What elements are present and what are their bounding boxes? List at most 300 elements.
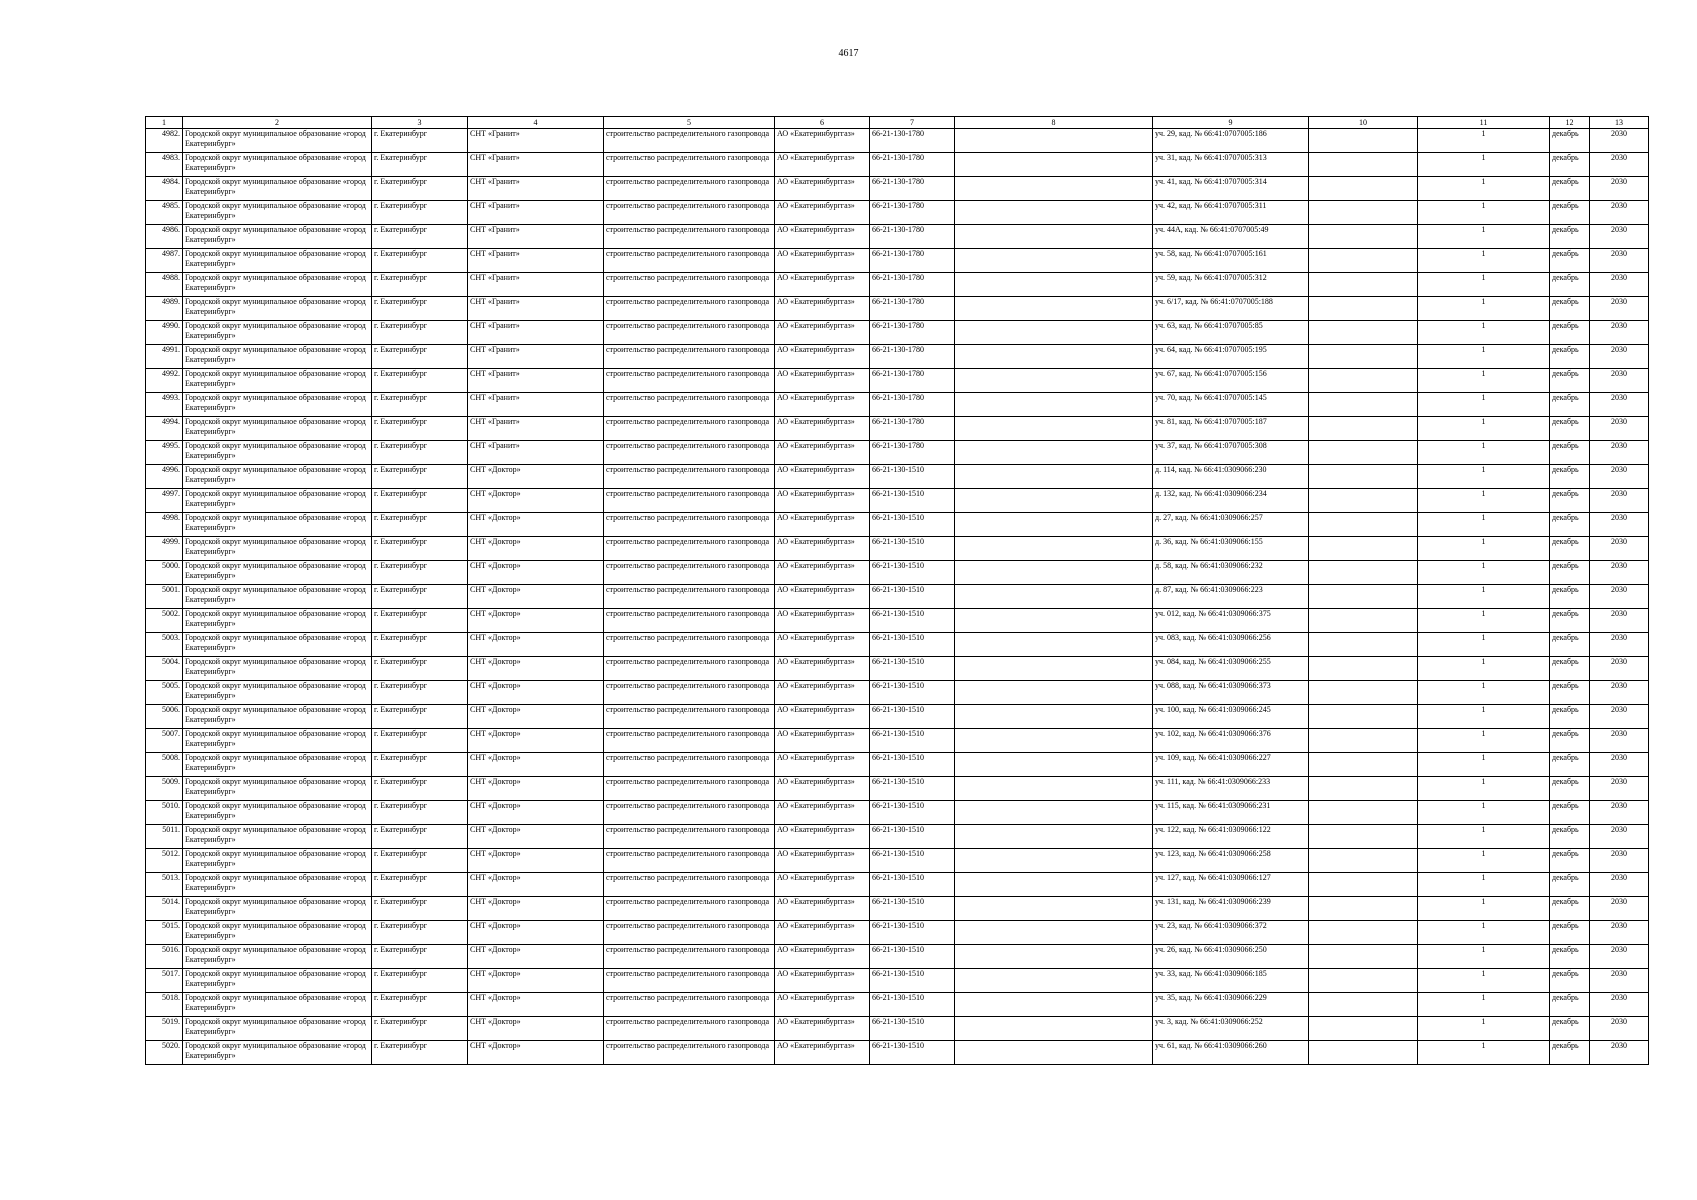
permit-cell: 66-21-130-1510 [870,681,955,705]
year-cell: 2030 [1590,393,1649,417]
work-type-cell: строительство распределительного газопровода [604,513,775,537]
row-number-cell: 5013. [146,873,183,897]
year-cell: 2030 [1590,513,1649,537]
year-cell: 2030 [1590,633,1649,657]
work-type-cell: строительство распределительного газопровода [604,441,775,465]
municipality-cell: Городской округ муниципальное образование «город Екатеринбург» [183,345,372,369]
operator-cell: АО «Екатеринбурггаз» [775,297,870,321]
table-row [146,777,1649,801]
operator-cell: АО «Екатеринбурггаз» [775,873,870,897]
empty-cell [1309,393,1418,417]
empty-cell [955,177,1153,201]
permit-cell: 66-21-130-1780 [870,225,955,249]
empty-cell [955,321,1153,345]
empty-cell [955,705,1153,729]
settlement-cell: г. Екатеринбург [372,225,468,249]
settlement-cell: г. Екатеринбург [372,465,468,489]
quantity-cell: 1 [1418,513,1550,537]
year-cell: 2030 [1590,201,1649,225]
operator-cell: АО «Екатеринбурггаз» [775,441,870,465]
operator-cell: АО «Екатеринбурггаз» [775,345,870,369]
plot-cell: уч. 109, кад. № 66:41:0309066:227 [1153,753,1309,777]
snt-cell: СНТ «Гранит» [468,417,604,441]
settlement-cell: г. Екатеринбург [372,513,468,537]
settlement-cell: г. Екатеринбург [372,345,468,369]
work-type-cell: строительство распределительного газопровода [604,873,775,897]
month-cell: декабрь [1550,873,1590,897]
empty-cell [955,681,1153,705]
table-row [146,1041,1649,1065]
operator-cell: АО «Екатеринбурггаз» [775,465,870,489]
municipality-cell: Городской округ муниципальное образование «город Екатеринбург» [183,489,372,513]
month-cell: декабрь [1550,537,1590,561]
empty-cell [955,609,1153,633]
year-cell: 2030 [1590,969,1649,993]
work-type-cell: строительство распределительного газопровода [604,489,775,513]
municipality-cell: Городской округ муниципальное образование «город Екатеринбург» [183,465,372,489]
plot-cell: уч. 088, кад. № 66:41:0309066:373 [1153,681,1309,705]
settlement-cell: г. Екатеринбург [372,1041,468,1065]
operator-cell: АО «Екатеринбурггаз» [775,249,870,273]
quantity-cell: 1 [1418,801,1550,825]
permit-cell: 66-21-130-1780 [870,201,955,225]
table-row [146,801,1649,825]
snt-cell: СНТ «Доктор» [468,969,604,993]
table-row [146,705,1649,729]
operator-cell: АО «Екатеринбурггаз» [775,129,870,153]
permit-cell: 66-21-130-1510 [870,561,955,585]
empty-cell [955,945,1153,969]
year-cell: 2030 [1590,321,1649,345]
work-type-cell: строительство распределительного газопровода [604,945,775,969]
plot-cell: уч. 127, кад. № 66:41:0309066:127 [1153,873,1309,897]
permit-cell: 66-21-130-1510 [870,513,955,537]
table-row [146,609,1649,633]
plot-cell: уч. 6/17, кад. № 66:41:0707005:188 [1153,297,1309,321]
plot-cell: уч. 26, кад. № 66:41:0309066:250 [1153,945,1309,969]
empty-cell [1309,441,1418,465]
snt-cell: СНТ «Доктор» [468,921,604,945]
operator-cell: АО «Екатеринбурггаз» [775,489,870,513]
permit-cell: 66-21-130-1510 [870,1041,955,1065]
operator-cell: АО «Екатеринбурггаз» [775,897,870,921]
work-type-cell: строительство распределительного газопровода [604,1041,775,1065]
empty-cell [955,897,1153,921]
permit-cell: 66-21-130-1510 [870,537,955,561]
quantity-cell: 1 [1418,489,1550,513]
operator-cell: АО «Екатеринбурггаз» [775,681,870,705]
plot-cell: уч. 083, кад. № 66:41:0309066:256 [1153,633,1309,657]
permit-cell: 66-21-130-1780 [870,153,955,177]
year-cell: 2030 [1590,849,1649,873]
year-cell: 2030 [1590,705,1649,729]
plot-cell: д. 58, кад. № 66:41:0309066:232 [1153,561,1309,585]
page-number: 4617 [838,48,859,59]
snt-cell: СНТ «Доктор» [468,705,604,729]
row-number-cell: 4994. [146,417,183,441]
permit-cell: 66-21-130-1780 [870,273,955,297]
empty-cell [955,849,1153,873]
snt-cell: СНТ «Гранит» [468,321,604,345]
settlement-cell: г. Екатеринбург [372,585,468,609]
month-cell: декабрь [1550,585,1590,609]
snt-cell: СНТ «Доктор» [468,657,604,681]
settlement-cell: г. Екатеринбург [372,897,468,921]
quantity-cell: 1 [1418,465,1550,489]
permit-cell: 66-21-130-1510 [870,705,955,729]
settlement-cell: г. Екатеринбург [372,921,468,945]
table-row [146,177,1649,201]
settlement-cell: г. Екатеринбург [372,657,468,681]
work-type-cell: строительство распределительного газопровода [604,705,775,729]
settlement-cell: г. Екатеринбург [372,201,468,225]
settlement-cell: г. Екатеринбург [372,129,468,153]
row-number-cell: 5019. [146,1017,183,1041]
settlement-cell: г. Екатеринбург [372,321,468,345]
snt-cell: СНТ «Доктор» [468,777,604,801]
quantity-cell: 1 [1418,849,1550,873]
column-header: 4 [468,117,604,129]
month-cell: декабрь [1550,465,1590,489]
table-row [146,297,1649,321]
operator-cell: АО «Екатеринбурггаз» [775,921,870,945]
row-number-cell: 5020. [146,1041,183,1065]
operator-cell: АО «Екатеринбурггаз» [775,777,870,801]
month-cell: декабрь [1550,681,1590,705]
work-type-cell: строительство распределительного газопровода [604,249,775,273]
plot-cell: уч. 81, кад. № 66:41:0707005:187 [1153,417,1309,441]
settlement-cell: г. Екатеринбург [372,969,468,993]
column-header: 9 [1153,117,1309,129]
plot-cell: уч. 61, кад. № 66:41:0309066:260 [1153,1041,1309,1065]
empty-cell [955,753,1153,777]
permit-cell: 66-21-130-1780 [870,417,955,441]
permit-cell: 66-21-130-1510 [870,657,955,681]
month-cell: декабрь [1550,489,1590,513]
month-cell: декабрь [1550,993,1590,1017]
row-number-cell: 4998. [146,513,183,537]
empty-cell [955,369,1153,393]
municipality-cell: Городской округ муниципальное образование «город Екатеринбург» [183,825,372,849]
permit-cell: 66-21-130-1510 [870,921,955,945]
plot-cell: уч. 64, кад. № 66:41:0707005:195 [1153,345,1309,369]
permit-cell: 66-21-130-1510 [870,825,955,849]
settlement-cell: г. Екатеринбург [372,993,468,1017]
settlement-cell: г. Екатеринбург [372,633,468,657]
table-row [146,897,1649,921]
quantity-cell: 1 [1418,225,1550,249]
work-type-cell: строительство распределительного газопровода [604,753,775,777]
month-cell: декабрь [1550,129,1590,153]
row-number-cell: 4993. [146,393,183,417]
work-type-cell: строительство распределительного газопровода [604,729,775,753]
month-cell: декабрь [1550,201,1590,225]
snt-cell: СНТ «Доктор» [468,993,604,1017]
table-row [146,321,1649,345]
municipality-cell: Городской округ муниципальное образование «город Екатеринбург» [183,177,372,201]
year-cell: 2030 [1590,441,1649,465]
snt-cell: СНТ «Доктор» [468,753,604,777]
month-cell: декабрь [1550,921,1590,945]
work-type-cell: строительство распределительного газопровода [604,225,775,249]
year-cell: 2030 [1590,297,1649,321]
table-row [146,921,1649,945]
month-cell: декабрь [1550,345,1590,369]
operator-cell: АО «Екатеринбурггаз» [775,561,870,585]
empty-cell [1309,753,1418,777]
plot-cell: д. 132, кад. № 66:41:0309066:234 [1153,489,1309,513]
column-header: 8 [955,117,1153,129]
year-cell: 2030 [1590,897,1649,921]
settlement-cell: г. Екатеринбург [372,369,468,393]
snt-cell: СНТ «Гранит» [468,369,604,393]
table-row [146,729,1649,753]
permit-cell: 66-21-130-1780 [870,177,955,201]
table-row [146,393,1649,417]
municipality-cell: Городской округ муниципальное образование «город Екатеринбург» [183,633,372,657]
empty-cell [955,441,1153,465]
column-header: 2 [183,117,372,129]
municipality-cell: Городской округ муниципальное образование «город Екатеринбург» [183,417,372,441]
plot-cell: д. 87, кад. № 66:41:0309066:223 [1153,585,1309,609]
quantity-cell: 1 [1418,729,1550,753]
municipality-cell: Городской округ муниципальное образование «город Екатеринбург» [183,561,372,585]
year-cell: 2030 [1590,177,1649,201]
month-cell: декабрь [1550,705,1590,729]
row-number-cell: 5016. [146,945,183,969]
quantity-cell: 1 [1418,417,1550,441]
empty-cell [955,657,1153,681]
empty-cell [955,129,1153,153]
settlement-cell: г. Екатеринбург [372,777,468,801]
month-cell: декабрь [1550,273,1590,297]
work-type-cell: строительство распределительного газопровода [604,681,775,705]
table-row [146,417,1649,441]
snt-cell: СНТ «Доктор» [468,897,604,921]
empty-cell [955,825,1153,849]
quantity-cell: 1 [1418,393,1550,417]
snt-cell: СНТ «Гранит» [468,393,604,417]
settlement-cell: г. Екатеринбург [372,537,468,561]
empty-cell [955,993,1153,1017]
work-type-cell: строительство распределительного газопровода [604,969,775,993]
row-number-cell: 4988. [146,273,183,297]
empty-cell [1309,993,1418,1017]
month-cell: декабрь [1550,1041,1590,1065]
quantity-cell: 1 [1418,345,1550,369]
settlement-cell: г. Екатеринбург [372,609,468,633]
municipality-cell: Городской округ муниципальное образование «город Екатеринбург» [183,657,372,681]
row-number-cell: 5004. [146,657,183,681]
quantity-cell: 1 [1418,177,1550,201]
municipality-cell: Городской округ муниципальное образование «город Екатеринбург» [183,273,372,297]
permit-cell: 66-21-130-1510 [870,945,955,969]
column-header: 10 [1309,117,1418,129]
permit-cell: 66-21-130-1780 [870,297,955,321]
plot-cell: уч. 33, кад. № 66:41:0309066:185 [1153,969,1309,993]
snt-cell: СНТ «Гранит» [468,129,604,153]
empty-cell [955,633,1153,657]
municipality-cell: Городской округ муниципальное образование «город Екатеринбург» [183,921,372,945]
year-cell: 2030 [1590,825,1649,849]
permit-cell: 66-21-130-1510 [870,777,955,801]
work-type-cell: строительство распределительного газопровода [604,177,775,201]
month-cell: декабрь [1550,297,1590,321]
permit-cell: 66-21-130-1780 [870,129,955,153]
municipality-cell: Городской округ муниципальное образование «город Екатеринбург» [183,777,372,801]
table-row [146,969,1649,993]
settlement-cell: г. Екатеринбург [372,729,468,753]
table-row [146,681,1649,705]
year-cell: 2030 [1590,801,1649,825]
empty-cell [1309,561,1418,585]
operator-cell: АО «Екатеринбурггаз» [775,945,870,969]
empty-cell [1309,729,1418,753]
municipality-cell: Городской округ муниципальное образование «город Екатеринбург» [183,609,372,633]
settlement-cell: г. Екатеринбург [372,393,468,417]
column-header: 13 [1590,117,1649,129]
empty-cell [1309,705,1418,729]
snt-cell: СНТ «Доктор» [468,585,604,609]
row-number-cell: 4992. [146,369,183,393]
table-row [146,825,1649,849]
empty-cell [1309,321,1418,345]
month-cell: декабрь [1550,753,1590,777]
settlement-cell: г. Екатеринбург [372,153,468,177]
row-number-cell: 4990. [146,321,183,345]
empty-cell [955,345,1153,369]
work-type-cell: строительство распределительного газопровода [604,561,775,585]
operator-cell: АО «Екатеринбурггаз» [775,273,870,297]
year-cell: 2030 [1590,777,1649,801]
year-cell: 2030 [1590,873,1649,897]
year-cell: 2030 [1590,489,1649,513]
table-row [146,561,1649,585]
settlement-cell: г. Екатеринбург [372,1017,468,1041]
quantity-cell: 1 [1418,1041,1550,1065]
year-cell: 2030 [1590,417,1649,441]
plot-cell: уч. 102, кад. № 66:41:0309066:376 [1153,729,1309,753]
work-type-cell: строительство распределительного газопровода [604,321,775,345]
operator-cell: АО «Екатеринбурггаз» [775,537,870,561]
empty-cell [1309,513,1418,537]
snt-cell: СНТ «Доктор» [468,537,604,561]
snt-cell: СНТ «Доктор» [468,801,604,825]
plot-cell: уч. 42, кад. № 66:41:0707005:311 [1153,201,1309,225]
row-number-cell: 4984. [146,177,183,201]
work-type-cell: строительство распределительного газопровода [604,609,775,633]
municipality-cell: Городской округ муниципальное образование «город Екатеринбург» [183,513,372,537]
municipality-cell: Городской округ муниципальное образование «город Екатеринбург» [183,297,372,321]
year-cell: 2030 [1590,561,1649,585]
empty-cell [1309,921,1418,945]
plot-cell: уч. 084, кад. № 66:41:0309066:255 [1153,657,1309,681]
permit-cell: 66-21-130-1510 [870,1017,955,1041]
table-row [146,441,1649,465]
plot-cell: уч. 44А, кад. № 66:41:0707005:49 [1153,225,1309,249]
month-cell: декабрь [1550,801,1590,825]
permit-cell: 66-21-130-1510 [870,873,955,897]
work-type-cell: строительство распределительного газопровода [604,369,775,393]
municipality-cell: Городской округ муниципальное образование «город Екатеринбург» [183,129,372,153]
empty-cell [955,561,1153,585]
settlement-cell: г. Екатеринбург [372,273,468,297]
municipality-cell: Городской округ муниципальное образование «город Екатеринбург» [183,729,372,753]
month-cell: декабрь [1550,393,1590,417]
month-cell: декабрь [1550,609,1590,633]
empty-cell [955,873,1153,897]
operator-cell: АО «Екатеринбурггаз» [775,801,870,825]
settlement-cell: г. Екатеринбург [372,753,468,777]
empty-cell [1309,369,1418,393]
row-number-cell: 4999. [146,537,183,561]
column-header: 1 [146,117,183,129]
snt-cell: СНТ «Доктор» [468,945,604,969]
quantity-cell: 1 [1418,297,1550,321]
year-cell: 2030 [1590,753,1649,777]
operator-cell: АО «Екатеринбурггаз» [775,1017,870,1041]
work-type-cell: строительство распределительного газопровода [604,129,775,153]
permit-cell: 66-21-130-1510 [870,465,955,489]
municipality-cell: Городской округ муниципальное образование «город Екатеринбург» [183,801,372,825]
plot-cell: уч. 111, кад. № 66:41:0309066:233 [1153,777,1309,801]
permit-cell: 66-21-130-1510 [870,849,955,873]
municipality-cell: Городской округ муниципальное образование «город Екатеринбург» [183,393,372,417]
month-cell: декабрь [1550,729,1590,753]
work-type-cell: строительство распределительного газопровода [604,777,775,801]
month-cell: декабрь [1550,849,1590,873]
settlement-cell: г. Екатеринбург [372,945,468,969]
settlement-cell: г. Екатеринбург [372,873,468,897]
row-number-cell: 4982. [146,129,183,153]
month-cell: декабрь [1550,633,1590,657]
row-number-cell: 5011. [146,825,183,849]
settlement-cell: г. Екатеринбург [372,849,468,873]
settlement-cell: г. Екатеринбург [372,417,468,441]
snt-cell: СНТ «Доктор» [468,561,604,585]
empty-cell [1309,657,1418,681]
work-type-cell: строительство распределительного газопровода [604,537,775,561]
row-number-cell: 5015. [146,921,183,945]
empty-cell [1309,153,1418,177]
column-header: 7 [870,117,955,129]
settlement-cell: г. Екатеринбург [372,441,468,465]
plot-cell: д. 114, кад. № 66:41:0309066:230 [1153,465,1309,489]
month-cell: декабрь [1550,945,1590,969]
empty-cell [1309,273,1418,297]
work-type-cell: строительство распределительного газопровода [604,657,775,681]
row-number-cell: 4997. [146,489,183,513]
operator-cell: АО «Екатеринбурггаз» [775,729,870,753]
table-row [146,249,1649,273]
operator-cell: АО «Екатеринбурггаз» [775,633,870,657]
plot-cell: уч. 100, кад. № 66:41:0309066:245 [1153,705,1309,729]
month-cell: декабрь [1550,513,1590,537]
quantity-cell: 1 [1418,657,1550,681]
empty-cell [955,201,1153,225]
empty-cell [1309,465,1418,489]
row-number-cell: 5010. [146,801,183,825]
empty-cell [1309,489,1418,513]
table-row [146,273,1649,297]
empty-cell [955,729,1153,753]
empty-cell [1309,897,1418,921]
snt-cell: СНТ «Доктор» [468,825,604,849]
plot-cell: уч. 29, кад. № 66:41:0707005:186 [1153,129,1309,153]
empty-cell [1309,681,1418,705]
quantity-cell: 1 [1418,633,1550,657]
quantity-cell: 1 [1418,681,1550,705]
